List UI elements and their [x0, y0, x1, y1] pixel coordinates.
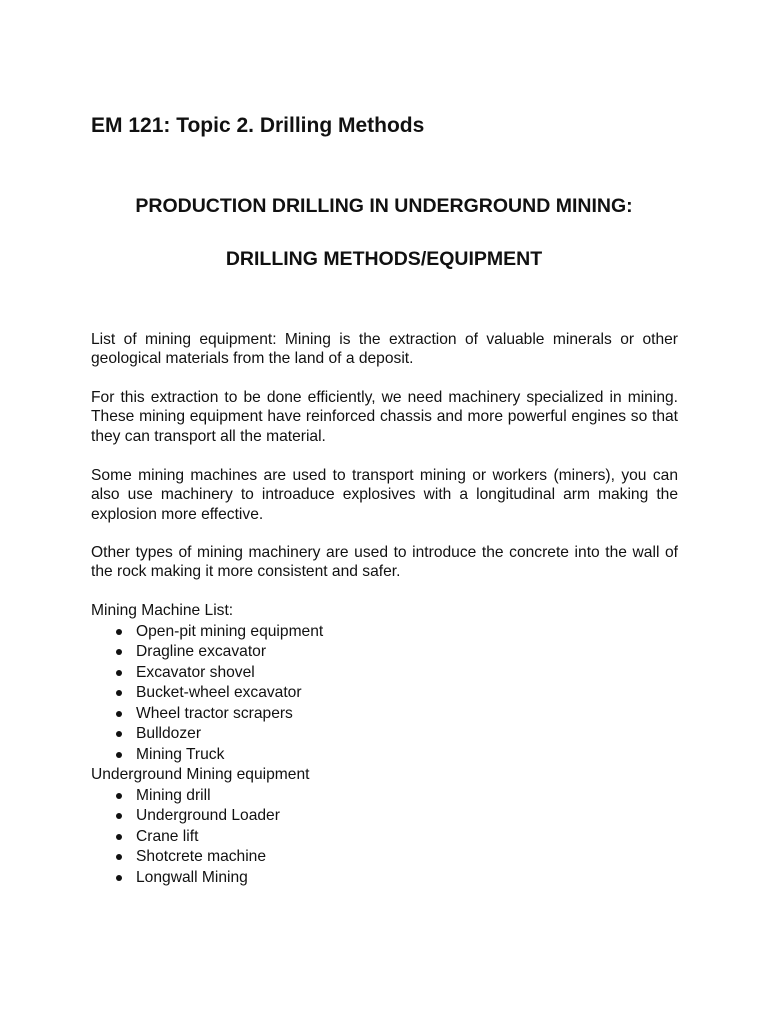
list-item-text: Open-pit mining equipment [136, 622, 324, 640]
list-item-text: Longwall Mining [136, 868, 248, 886]
paragraph-concrete: Other types of mining machinery are used to introduce the concrete into the wall of the rock making it more consistent and safer. [91, 544, 678, 581]
paragraph-transport: Some mining machines are used to transport mining or workers (miners), you can also use machinery to introaduce explosives with a longitudinal arm making the explosion more effective. [91, 467, 678, 523]
list-item-text: Excavator shovel [136, 663, 255, 681]
list-heading-mining-machines: Mining Machine List: [91, 602, 234, 619]
bullet-icon [116, 875, 122, 881]
bullet-icon [116, 731, 122, 737]
list-heading-underground-equipment: Underground Mining equipment [91, 766, 310, 783]
bullet-icon [116, 690, 122, 696]
bullet-icon [116, 834, 122, 840]
bullet-icon [116, 711, 122, 717]
list-item [91, 786, 678, 807]
list-item [91, 724, 678, 745]
list-item-text: Bucket-wheel excavator [136, 684, 302, 701]
list-item [91, 868, 678, 889]
list-item-text: Mining drill [136, 786, 211, 804]
list-item [91, 806, 678, 827]
bullet-icon [116, 629, 122, 635]
list-item-text: Underground Loader [136, 807, 280, 824]
section-subheading: DRILLING METHODS/EQUIPMENT [225, 248, 543, 270]
course-title: EM 121: Topic 2. Drilling Methods [91, 114, 425, 137]
bullet-icon [116, 649, 122, 655]
list-item [91, 704, 678, 725]
list-item-text: Bulldozer [136, 725, 202, 742]
bullet-icon [116, 752, 122, 758]
list-item [91, 622, 678, 643]
list-item [91, 663, 678, 684]
list-item [91, 745, 678, 766]
list-item [91, 827, 678, 848]
list-item-text: Mining Truck [136, 745, 225, 763]
list-item [91, 642, 678, 663]
bullet-icon [116, 854, 122, 860]
section-heading: PRODUCTION DRILLING IN UNDERGROUND MINING: [135, 195, 633, 217]
bullet-icon [116, 813, 122, 819]
list-item [91, 683, 678, 704]
underground-equipment-list [91, 786, 678, 889]
paragraph-efficiency: For this extraction to be done efficiently, we need machinery specialized in mining. These mining equipment have reinforced chassis and more powerful engines so that they can transport all the material. [91, 389, 678, 445]
mining-machine-list [91, 622, 678, 766]
list-item [91, 847, 678, 868]
list-item-text: Dragline excavator [136, 643, 267, 660]
paragraph-intro: List of mining equipment: Mining is the extraction of valuable minerals or other geological materials from the land of a deposit. [91, 331, 678, 368]
list-item-text: Wheel tractor scrapers [136, 704, 293, 722]
list-item-text: Shotcrete machine [136, 848, 267, 865]
bullet-icon [116, 793, 122, 799]
bullet-icon [116, 670, 122, 676]
list-item-text: Crane lift [136, 827, 199, 845]
equipment-lists [91, 601, 678, 888]
